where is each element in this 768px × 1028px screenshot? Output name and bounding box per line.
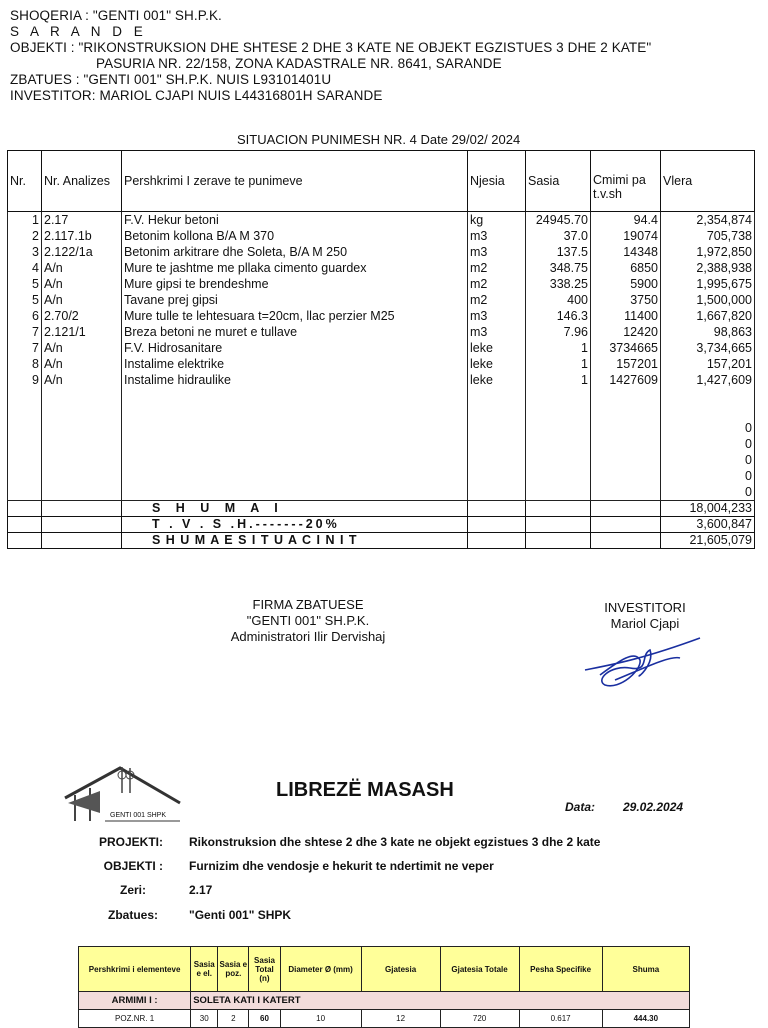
table-row xyxy=(8,228,755,244)
mas-col-sasia-total: Sasia Total (n) xyxy=(249,947,280,992)
logo-text: GENTI 001 SHPK xyxy=(110,812,167,819)
investor-signature xyxy=(580,630,710,695)
mas-cell: 12 xyxy=(361,1010,440,1028)
table-cell-nr: 1 xyxy=(8,212,42,229)
table-cell-qty xyxy=(526,420,591,436)
table-cell-desc: Instalime elektrike xyxy=(122,356,468,372)
col-vlera: Vlera xyxy=(661,151,755,212)
tvsh-value: 3,600,847 xyxy=(661,517,755,533)
table-cell-an: A/n xyxy=(42,372,122,388)
table-cell-an xyxy=(42,388,122,404)
table-cell-desc: F.V. Hidrosanitare xyxy=(122,340,468,356)
table-cell-desc: Betonim arkitrare dhe Soleta, B/A M 250 xyxy=(122,244,468,260)
table-row xyxy=(8,244,755,260)
librez-title: LIBREZË MASASH xyxy=(276,779,454,801)
table-cell-unit: m2 xyxy=(468,276,526,292)
table-cell-val: 1,972,850 xyxy=(661,244,755,260)
col-pershkrimi: Pershkrimi I zerave te punimeve xyxy=(122,151,468,212)
table-cell-nr xyxy=(8,452,42,468)
table-cell-nr: 8 xyxy=(8,356,42,372)
table-row xyxy=(8,212,755,229)
table-cell-unit: m3 xyxy=(468,308,526,324)
mas-col-pesha: Pesha Specifike xyxy=(519,947,602,992)
table-cell-unit: m3 xyxy=(468,244,526,260)
table-cell-nr: 9 xyxy=(8,372,42,388)
table-cell-qty: 348.75 xyxy=(526,260,591,276)
table-cell-nr: 5 xyxy=(8,276,42,292)
table-row xyxy=(8,484,755,501)
table-cell-val: 3,734,665 xyxy=(661,340,755,356)
mas-col-gjatesia: Gjatesia xyxy=(361,947,440,992)
contractor-admin: Administratori Ilir Dervishaj xyxy=(230,629,386,644)
table-cell-an: A/n xyxy=(42,260,122,276)
table-cell-price xyxy=(591,452,661,468)
table-cell-an: 2.117.1b xyxy=(42,228,122,244)
table-cell-val: 1,427,609 xyxy=(661,372,755,388)
table-cell-an: 2.70/2 xyxy=(42,308,122,324)
table-cell-price: 3750 xyxy=(591,292,661,308)
table-cell-unit xyxy=(468,404,526,420)
table-cell-an: A/n xyxy=(42,356,122,372)
table-cell-an xyxy=(42,436,122,452)
table-cell-desc: Instalime hidraulike xyxy=(122,372,468,388)
table-cell-val: 1,667,820 xyxy=(661,308,755,324)
table-row xyxy=(8,260,755,276)
mas-col-sasia-poz: Sasia e poz. xyxy=(218,947,249,992)
total-value: 21,605,079 xyxy=(661,533,755,549)
table-cell-price: 157201 xyxy=(591,356,661,372)
table-cell-price: 3734665 xyxy=(591,340,661,356)
objekti-label: OBJEKTI : xyxy=(103,859,163,873)
header-parcel: PASURIA NR. 22/158, ZONA KADASTRALE NR. 8641, SARANDE xyxy=(96,56,502,71)
table-cell-val: 98,863 xyxy=(661,324,755,340)
table-cell-price xyxy=(591,484,661,501)
table-cell-an xyxy=(42,420,122,436)
table-row xyxy=(8,404,755,420)
mas-col-gjatesia-totale: Gjatesia Totale xyxy=(440,947,519,992)
table-cell-unit: leke xyxy=(468,372,526,388)
table-row xyxy=(8,452,755,468)
shuma-label: S H U M A I xyxy=(122,501,468,517)
mas-cell: 0.617 xyxy=(519,1010,602,1028)
table-cell-unit xyxy=(468,484,526,501)
mas-cell: 720 xyxy=(440,1010,519,1028)
mas-cell: 2 xyxy=(218,1010,249,1028)
measurement-table xyxy=(78,946,690,1028)
table-cell-val: 2,388,938 xyxy=(661,260,755,276)
table-row xyxy=(8,340,755,356)
mas-section-row xyxy=(79,992,690,1010)
table-cell-qty xyxy=(526,452,591,468)
contractor-firm-label: FIRMA ZBATUESE xyxy=(252,597,364,612)
table-cell-val: 0 xyxy=(661,452,755,468)
mas-col-shuma: Shuma xyxy=(602,947,689,992)
zbatues-label: Zbatues: xyxy=(107,908,158,922)
table-cell-unit: m2 xyxy=(468,292,526,308)
table-cell-qty xyxy=(526,484,591,501)
table-cell-unit xyxy=(468,468,526,484)
table-cell-nr xyxy=(8,420,42,436)
table-cell-qty: 400 xyxy=(526,292,591,308)
table-cell-an: 2.17 xyxy=(42,212,122,229)
table-cell-unit: kg xyxy=(468,212,526,229)
table-cell-price: 6850 xyxy=(591,260,661,276)
table-cell-val xyxy=(661,388,755,404)
mas-col-diameter: Diameter Ø (mm) xyxy=(280,947,361,992)
table-cell-nr xyxy=(8,404,42,420)
table-cell-nr: 3 xyxy=(8,244,42,260)
zeri-value: 2.17 xyxy=(189,883,213,897)
investor-label: INVESTITORI xyxy=(604,600,686,615)
table-cell-price: 11400 xyxy=(591,308,661,324)
mas-header-row xyxy=(79,947,690,992)
total-row-shuma xyxy=(8,501,755,517)
table-cell-unit xyxy=(468,452,526,468)
table-cell-desc xyxy=(122,388,468,404)
mas-cell: 60 xyxy=(249,1010,280,1028)
mas-cell: 30 xyxy=(191,1010,218,1028)
total-row-tvsh xyxy=(8,517,755,533)
table-cell-desc: F.V. Hekur betoni xyxy=(122,212,468,229)
investor-signature-block xyxy=(585,600,705,632)
table-cell-desc xyxy=(122,484,468,501)
header-company: SHOQERIA : "GENTI 001" SH.P.K. xyxy=(10,8,222,23)
table-cell-an: 2.122/1a xyxy=(42,244,122,260)
table-cell-nr xyxy=(8,436,42,452)
table-cell-qty: 1 xyxy=(526,340,591,356)
date-value: 29.02.2024 xyxy=(623,800,684,814)
table-cell-val: 0 xyxy=(661,420,755,436)
table-cell-qty: 1 xyxy=(526,356,591,372)
col-nr: Nr. xyxy=(8,151,42,212)
table-cell-val: 1,995,675 xyxy=(661,276,755,292)
table-cell-desc xyxy=(122,452,468,468)
situacion-table xyxy=(7,150,755,549)
table-cell-nr: 7 xyxy=(8,340,42,356)
table-cell-price: 94.4 xyxy=(591,212,661,229)
table-cell-val xyxy=(661,404,755,420)
table-row xyxy=(8,276,755,292)
table-cell-unit xyxy=(468,436,526,452)
table-cell-nr xyxy=(8,388,42,404)
table-cell-qty xyxy=(526,436,591,452)
table-cell-qty: 1 xyxy=(526,372,591,388)
table-header-row xyxy=(8,151,755,212)
table-cell-unit: m2 xyxy=(468,260,526,276)
mas-col-sasia-el: Sasia e el. xyxy=(191,947,218,992)
table-cell-val: 0 xyxy=(661,468,755,484)
mas-cell: 444.30 xyxy=(602,1010,689,1028)
tvsh-label: T . V . S .H.-------20% xyxy=(122,517,468,533)
table-cell-qty: 7.96 xyxy=(526,324,591,340)
table-cell-price: 19074 xyxy=(591,228,661,244)
table-cell-an xyxy=(42,404,122,420)
table-cell-qty: 37.0 xyxy=(526,228,591,244)
mas-data-row xyxy=(79,1010,690,1028)
table-cell-nr: 7 xyxy=(8,324,42,340)
table-cell-desc xyxy=(122,436,468,452)
table-cell-desc: Mure te jashtme me pllaka cimento guardex xyxy=(122,260,468,276)
table-row xyxy=(8,468,755,484)
table-cell-unit: leke xyxy=(468,356,526,372)
projekti-label: PROJEKTI: xyxy=(98,835,163,849)
table-cell-desc xyxy=(122,420,468,436)
table-cell-price xyxy=(591,468,661,484)
section-armimi: ARMIMI I : xyxy=(79,992,191,1010)
table-cell-nr: 4 xyxy=(8,260,42,276)
table-cell-price: 1427609 xyxy=(591,372,661,388)
objekti-value: Furnizim dhe vendosje e hekurit te ndertimit ne veper xyxy=(189,859,494,873)
table-cell-val: 0 xyxy=(661,436,755,452)
table-cell-an: A/n xyxy=(42,292,122,308)
table-row xyxy=(8,372,755,388)
table-cell-unit: m3 xyxy=(468,324,526,340)
table-cell-val: 1,500,000 xyxy=(661,292,755,308)
header-investor: INVESTITOR: MARIOL CJAPI NUIS L44316801H SARANDE xyxy=(10,88,383,103)
col-analizes: Nr. Analizes xyxy=(42,151,122,212)
contractor-signature-block xyxy=(208,597,408,645)
table-cell-price xyxy=(591,436,661,452)
table-cell-desc xyxy=(122,404,468,420)
header-city: S A R A N D E xyxy=(10,24,147,39)
table-cell-qty: 137.5 xyxy=(526,244,591,260)
table-cell-val: 705,738 xyxy=(661,228,755,244)
projekti-value: Rikonstruksion dhe shtese 2 dhe 3 kate ne objekt egzistues 3 dhe 2 kate xyxy=(189,835,601,849)
table-cell-qty xyxy=(526,388,591,404)
table-cell-an: 2.121/1 xyxy=(42,324,122,340)
section-soleta: SOLETA KATI I KATERT xyxy=(191,992,690,1010)
table-cell-val: 2,354,874 xyxy=(661,212,755,229)
mas-cell: POZ.NR. 1 xyxy=(79,1010,191,1028)
table-cell-nr: 2 xyxy=(8,228,42,244)
table-row xyxy=(8,308,755,324)
table-cell-qty: 146.3 xyxy=(526,308,591,324)
situacion-title: SITUACION PUNIMESH NR. 4 Date 29/02/ 2024 xyxy=(237,132,521,147)
table-cell-nr: 6 xyxy=(8,308,42,324)
total-row-situacion xyxy=(8,533,755,549)
table-cell-nr xyxy=(8,468,42,484)
table-cell-desc: Betonim kollona B/A M 370 xyxy=(122,228,468,244)
table-cell-an: A/n xyxy=(42,276,122,292)
table-cell-an: A/n xyxy=(42,340,122,356)
col-njesia: Njesia xyxy=(468,151,526,212)
table-row xyxy=(8,292,755,308)
table-cell-unit: m3 xyxy=(468,228,526,244)
document-header xyxy=(10,8,651,104)
table-cell-desc: Breza betoni ne muret e tullave xyxy=(122,324,468,340)
header-contractor: ZBATUES : "GENTI 001" SH.P.K. NUIS L93101401U xyxy=(10,72,332,87)
table-row xyxy=(8,324,755,340)
company-logo xyxy=(60,763,190,833)
table-cell-price: 12420 xyxy=(591,324,661,340)
table-cell-unit: leke xyxy=(468,340,526,356)
header-object: OBJEKTI : "RIKONSTRUKSION DHE SHTESE 2 DHE 3 KATE NE OBJEKT EGZISTUES 3 DHE 2 KATE" xyxy=(10,40,652,55)
table-cell-desc xyxy=(122,468,468,484)
table-cell-qty xyxy=(526,468,591,484)
table-cell-desc: Tavane prej gipsi xyxy=(122,292,468,308)
investor-name: Mariol Cjapi xyxy=(610,616,680,631)
zbatues-value: "Genti 001" SHPK xyxy=(189,908,292,922)
table-cell-val: 0 xyxy=(661,484,755,501)
table-cell-nr: 5 xyxy=(8,292,42,308)
table-cell-price xyxy=(591,404,661,420)
table-cell-price: 5900 xyxy=(591,276,661,292)
table-cell-qty: 24945.70 xyxy=(526,212,591,229)
table-cell-price: 14348 xyxy=(591,244,661,260)
table-cell-val: 157,201 xyxy=(661,356,755,372)
table-cell-an xyxy=(42,452,122,468)
table-cell-desc: Mure tulle te lehtesuara t=20cm, llac perzier M25 xyxy=(122,308,468,324)
mas-cell: 10 xyxy=(280,1010,361,1028)
table-cell-unit xyxy=(468,420,526,436)
mas-col-pershkrimi: Pershkrimi i elementeve xyxy=(79,947,191,992)
shuma-value: 18,004,233 xyxy=(661,501,755,517)
date-label: Data: xyxy=(565,800,596,814)
table-cell-price xyxy=(591,420,661,436)
col-cmimi: Cmimi pa t.v.sh xyxy=(591,151,661,212)
table-cell-desc: Mure gipsi te brendeshme xyxy=(122,276,468,292)
table-row xyxy=(8,388,755,404)
total-label: S H U M A E S I T U A C I N I T xyxy=(122,533,468,549)
contractor-firm-name: "GENTI 001" SH.P.K. xyxy=(246,613,370,628)
table-row xyxy=(8,420,755,436)
table-row xyxy=(8,436,755,452)
col-sasia: Sasia xyxy=(526,151,591,212)
table-cell-unit xyxy=(468,388,526,404)
table-cell-an xyxy=(42,484,122,501)
table-cell-qty xyxy=(526,404,591,420)
table-row xyxy=(8,356,755,372)
zeri-label: Zeri: xyxy=(119,883,146,897)
table-cell-price xyxy=(591,388,661,404)
table-cell-an xyxy=(42,468,122,484)
table-cell-qty: 338.25 xyxy=(526,276,591,292)
table-cell-nr xyxy=(8,484,42,501)
